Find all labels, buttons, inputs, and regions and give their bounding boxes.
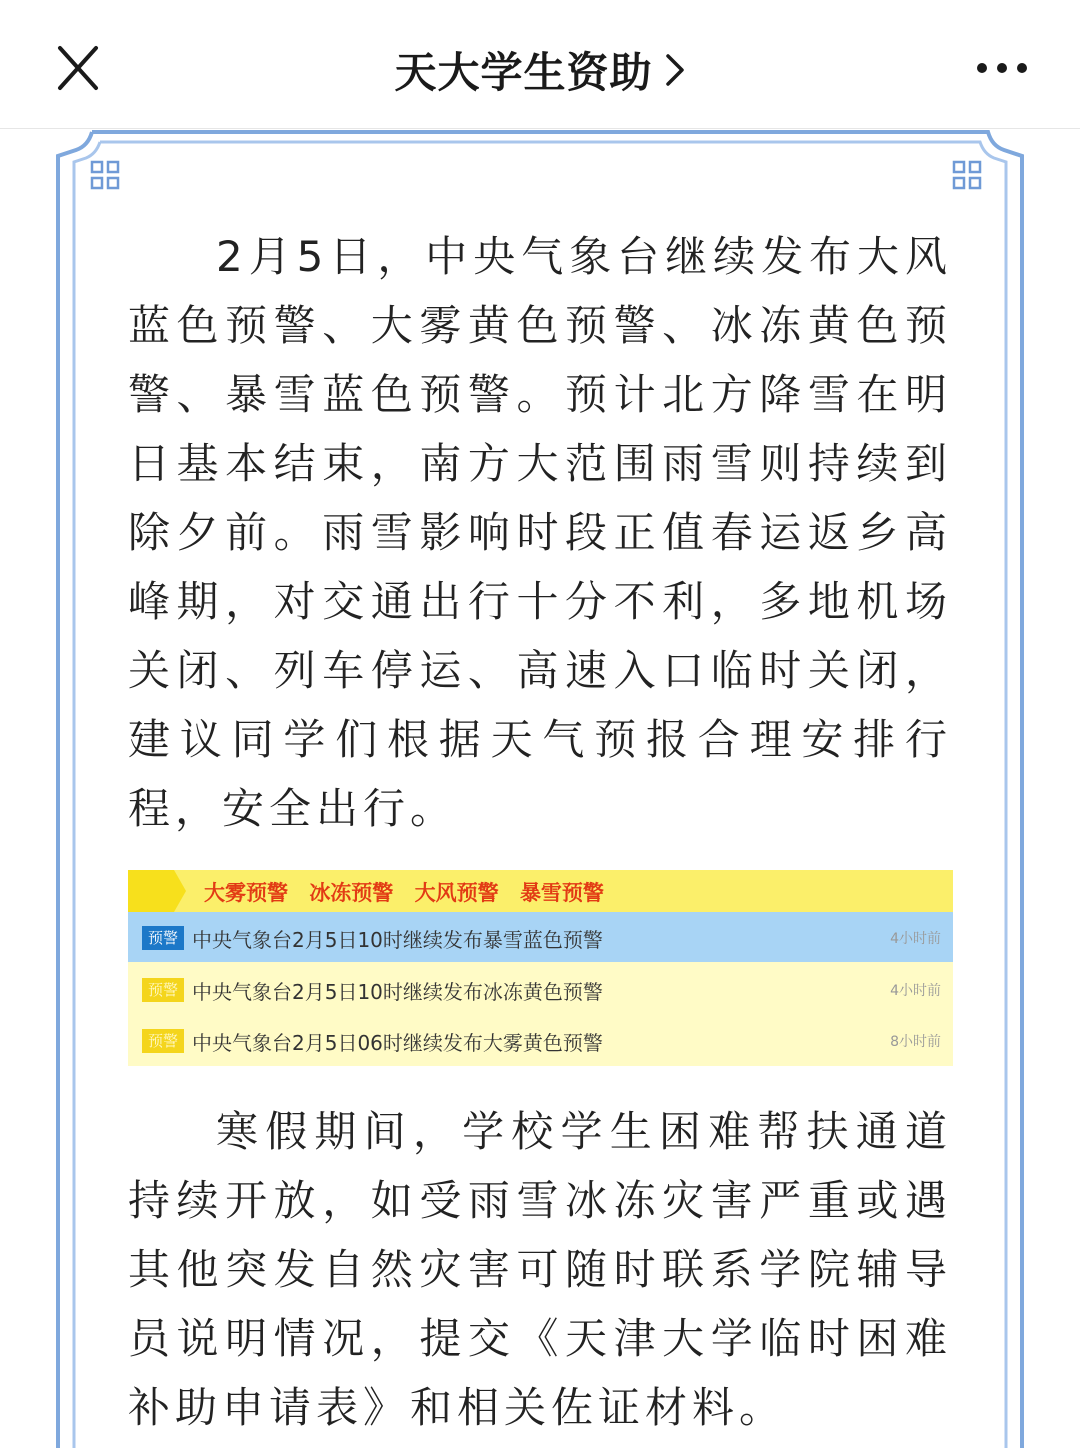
alert-message: 中央气象台2月5日10时继续发布冰冻黄色预警	[192, 980, 603, 1004]
article-body	[128, 222, 952, 843]
top-nav-bar	[0, 0, 1080, 129]
chevron-right-icon	[664, 52, 686, 88]
alert-time: 4小时前	[890, 983, 941, 999]
alert-row	[128, 912, 953, 962]
more-dots-icon	[974, 48, 1030, 88]
alert-badge: 预警	[142, 926, 184, 950]
alert-time: 8小时前	[890, 1034, 941, 1050]
article-paragraph: 寒假期间，学校学生困难帮扶通道持续开放，如受雨雪冰冻灾害严重或遇其他突发自然灾害可随时联系学院辅导员说明情况，提交《天津大学临时困难补助申请表》和相关佐证材料。	[128, 1107, 952, 1432]
article-body-continued	[128, 1097, 952, 1442]
alert-row	[128, 964, 953, 1014]
weather-alert-panel	[128, 870, 953, 1066]
alert-tag: 冰冻预警	[309, 881, 394, 905]
alert-tags	[204, 877, 618, 907]
alert-row	[128, 1015, 953, 1065]
alert-message: 中央气象台2月5日10时继续发布暴雪蓝色预警	[192, 928, 603, 952]
alert-badge: 预警	[142, 978, 184, 1002]
alert-message: 中央气象台2月5日06时继续发布大雾黄色预警	[192, 1031, 603, 1055]
alert-time: 4小时前	[890, 931, 941, 947]
article-paragraph: 2月5日，中央气象台继续发布大风蓝色预警、大雾黄色预警、冰冻黄色预警、暴雪蓝色预警。预计北方降雪在明日基本结束，南方大范围雨雪则持续到除夕前。雨雪影响时段正值春运返乡高峰期，对交通出行十分不利，多地机场关闭、列车停运、高速入口临时关闭，建议同学们根据天气预报合理安排行程，安全出行。	[128, 232, 952, 833]
alert-tag: 暴雪预警	[519, 881, 604, 905]
alert-header	[128, 870, 953, 912]
corner-ornament-icon	[90, 160, 120, 190]
alert-tag: 大风预警	[414, 881, 499, 905]
alert-tag: 大雾预警	[204, 881, 288, 905]
account-title-link[interactable]	[0, 40, 1080, 96]
alert-badge: 预警	[142, 1029, 184, 1053]
corner-ornament-icon	[952, 160, 982, 190]
more-button[interactable]	[974, 48, 1030, 88]
page-title: 天大学生资助	[394, 48, 653, 97]
